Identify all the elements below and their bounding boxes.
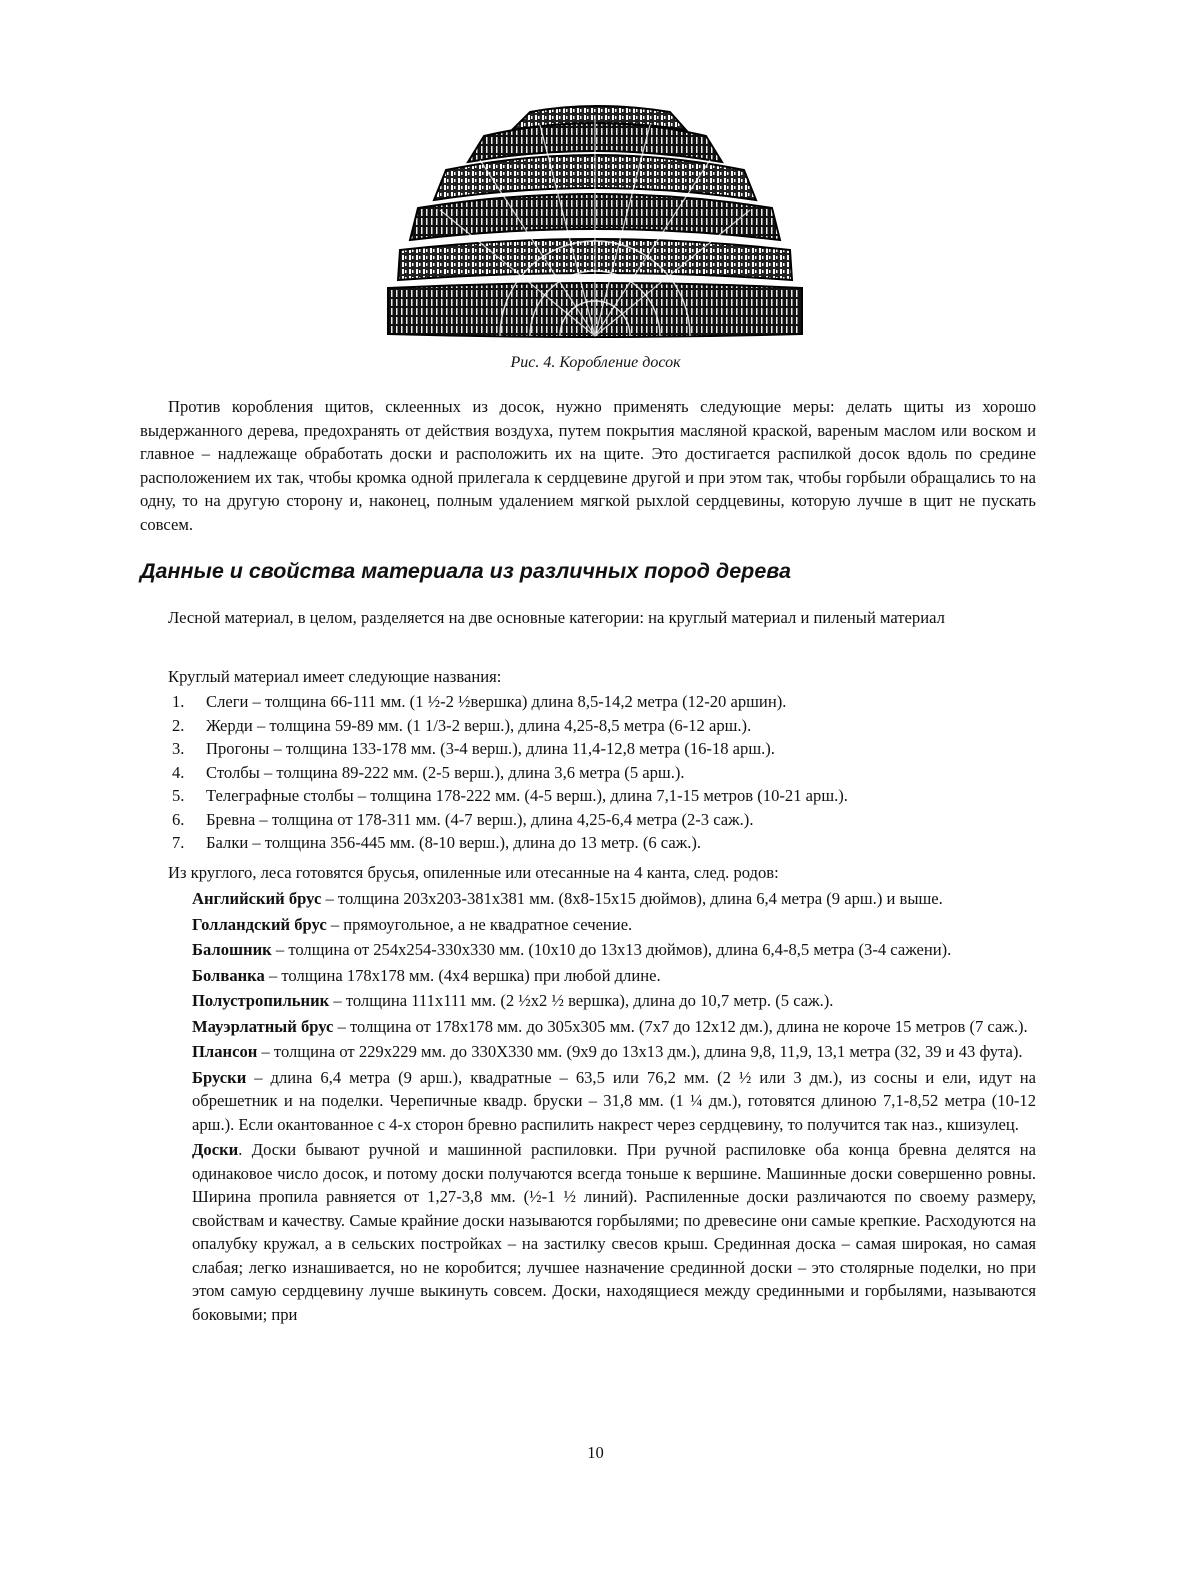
definition-term: Голландский брус bbox=[192, 914, 327, 934]
round-material-list bbox=[168, 690, 1038, 855]
definition-item bbox=[192, 1066, 1036, 1137]
definition-item bbox=[192, 913, 1036, 937]
definition-text: – толщина от 254х254-330х330 мм. (10х10 до 13х13 дюймов), длина 6,4-8,5 метра (3-4 сажени). bbox=[271, 940, 952, 959]
definition-text: . Доски бывают ручной и машинной распиловки. При ручной распиловке оба конца бревна делятся на одинаковое число досок, и потому доски получаются всегда тоньше к вершине. Машинные доски совершенно ровны. Ширина пропила равняется от 1,27-3,8 мм. (½-1 ½ линий). Распиленные доски различаются по своему размеру, свойствам и качеству. Самые крайние доски называются горбылями; по древесине они самые крепкие. Расходуются на опалубку кружал, а в сельских постройках – на застилку свесов крыш. Срединная доска – самая широкая, но самая слабая; легко изнашивается, но не коробится; лучшее назначение срединной доски – это столярные поделки, но при этом самую сердцевину лучше выкинуть совсем. Доски, находящиеся между срединными и горбылями, называются боковыми; при bbox=[192, 1140, 1036, 1324]
list-text: Столбы – толщина 89-222 мм. (2-5 верш.), длина 3,6 метра (5 арш.). bbox=[206, 762, 685, 782]
definition-term: Плансон bbox=[192, 1042, 258, 1061]
list-text: Телеграфные столбы – толщина 178-222 мм. (4-5 верш.), длина 7,1-15 метров (10-21 арш.). bbox=[206, 786, 848, 805]
definition-text: – прямоугольное, а не квадратное сечение. bbox=[326, 914, 633, 934]
definition-text: – толщина от 229х229 мм. до 330Х330 мм. (9х9 до 13х13 дм.), длина 9,8, 11,9, 13,1 метра (32, 39 и 43 фута). bbox=[257, 1042, 1023, 1061]
figure-caption: Рис. 4. Коробление досок bbox=[510, 354, 681, 371]
round-material-intro: Круглый материал имеет следующие названия: bbox=[168, 667, 502, 686]
definition-item bbox=[192, 1138, 1036, 1326]
definition-item bbox=[192, 1015, 1036, 1039]
definition-text: – толщина 178х178 мм. (4х4 вершка) при любой длине. bbox=[264, 965, 661, 985]
list-item bbox=[168, 831, 1038, 855]
definition-term: Английский брус bbox=[192, 889, 322, 908]
list-text: Прогоны – толщина 133-178 мм. (3-4 верш.), длина 11,4-12,8 метра (16-18 арш.). bbox=[206, 739, 775, 758]
list-item bbox=[168, 714, 1038, 738]
definition-item bbox=[192, 989, 1036, 1013]
list-item bbox=[168, 690, 1038, 714]
list-number: 5. bbox=[172, 786, 185, 805]
list-item bbox=[168, 761, 1038, 785]
definition-item bbox=[192, 964, 1036, 988]
beams-intro: Из круглого, леса готовятся брусья, опиленные или отесанные на 4 канта, след. родов: bbox=[168, 863, 779, 882]
beam-definitions bbox=[192, 887, 1036, 1328]
list-number: 2. bbox=[172, 715, 185, 735]
page-number: 10 bbox=[587, 1443, 604, 1462]
list-item bbox=[168, 808, 1038, 832]
list-text: Слеги – толщина 66-111 мм. (1 ½-2 ½вершка) длина 8,5-14,2 метра (12-20 аршин). bbox=[206, 692, 787, 711]
definition-text: – толщина 203х203-381х381 мм. (8х8-15х15 дюймов), длина 6,4 метра (9 арш.) и выше. bbox=[321, 889, 943, 908]
definition-term: Болванка bbox=[192, 965, 265, 985]
list-number: 7. bbox=[172, 833, 185, 852]
definition-term: Полустропильник bbox=[192, 991, 330, 1010]
section-heading: Данные и свойства материала из различных пород дерева bbox=[140, 559, 791, 583]
definition-term: Бруски bbox=[192, 1067, 247, 1087]
definition-item bbox=[192, 1040, 1036, 1064]
definition-text: – толщина 111х111 мм. (2 ½х2 ½ вершка), длина до 10,7 метр. (5 саж.). bbox=[329, 991, 834, 1010]
definition-term: Доски bbox=[192, 1140, 239, 1159]
list-text: Жерди – толщина 59-89 мм. (1 1/3-2 верш.), длина 4,25-8,5 метра (6-12 арш.). bbox=[206, 715, 752, 735]
list-item bbox=[168, 737, 1038, 761]
list-number: 4. bbox=[172, 762, 185, 782]
categories-paragraph: Лесной материал, в целом, разделяется на две основные категории: на круглый материал и пиленый материал bbox=[168, 608, 945, 627]
list-item bbox=[168, 784, 1038, 808]
definition-item bbox=[192, 887, 1036, 911]
list-text: Бревна – толщина от 178-311 мм. (4-7 верш.), длина 4,25-6,4 метра (2-3 саж.). bbox=[206, 809, 754, 829]
list-text: Балки – толщина 356-445 мм. (8-10 верш.), длина до 13 метр. (6 саж.). bbox=[206, 833, 702, 852]
intro-paragraph: Против коробления щитов, склеенных из досок, нужно применять следующие меры: делать щиты из хорошо выдержанного дерева, предохранять от действия воздуха, путем покрытия масляной краской, вареным маслом или воском и главное – надлежаще обработать доски и расположить их на щите. Это достигается распилкой досок вдоль по средине расположением их так, чтобы кромка одной прилегала к сердцевине другой и при этом так, чтобы горбыли обращались то на одну, то на другую сторону и, наконец, полным удалением мягкой рыхлой сердцевины, которую лучше в щит не пускать совсем. bbox=[140, 397, 1036, 534]
list-number: 1. bbox=[172, 692, 185, 711]
definition-item bbox=[192, 938, 1036, 962]
definition-term: Балошник bbox=[192, 940, 272, 959]
definition-text: – толщина от 178х178 мм. до 305х305 мм. (7х7 до 12х12 дм.), длина не короче 15 метров (7 саж.). bbox=[333, 1016, 1028, 1036]
warped-boards-illustration bbox=[380, 100, 810, 350]
list-number: 3. bbox=[172, 739, 185, 758]
definition-text: – длина 6,4 метра (9 арш.), квадратные – 63,5 или 76,2 мм. (2 ½ или 3 дм.), из сосны и ели, идут на обрешетник и на поделки. Черепичные квадр. бруски – 31,8 мм. (1 ¼ дм.), готовятся длиною 7,1-8,52 метра (10-12 арш.). Если окантованное с 4-х сторон бревно распилить накрест через сердцевину, то получится так наз., кшизулец. bbox=[192, 1067, 1036, 1134]
list-number: 6. bbox=[172, 809, 185, 829]
definition-term: Мауэрлатный брус bbox=[192, 1016, 334, 1036]
warped-boards-icon bbox=[380, 100, 810, 350]
